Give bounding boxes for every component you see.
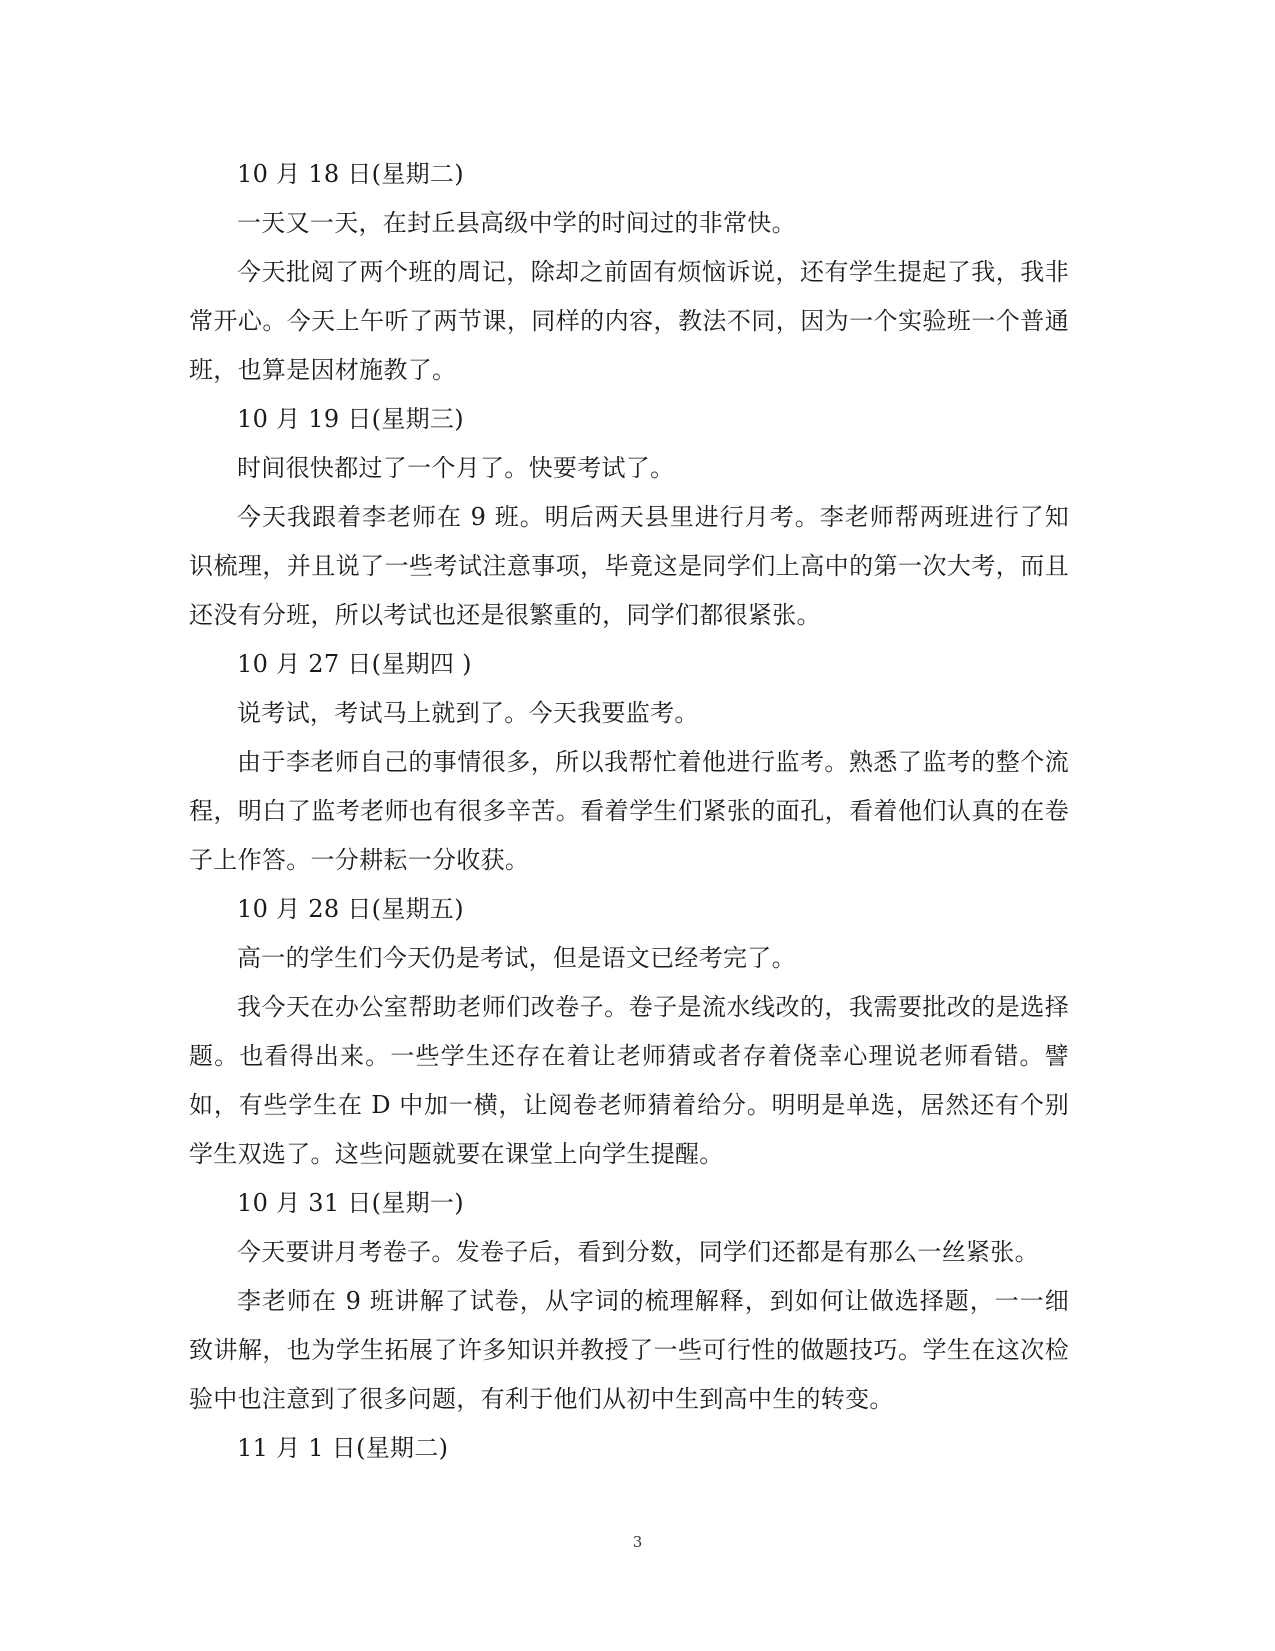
body-paragraph: 今天要讲月考卷子。发卷子后，看到分数，同学们还都是有那么一丝紧张。 bbox=[237, 1238, 1039, 1266]
date-heading: 10 月 27 日(星期四 ) bbox=[237, 650, 472, 678]
body-paragraph: 一天又一天，在封丘县高级中学的时间过的非常快。 bbox=[237, 209, 796, 237]
body-paragraph: 说考试，考试马上就到了。今天我要监考。 bbox=[237, 699, 699, 727]
date-heading: 10 月 18 日(星期二) bbox=[237, 160, 464, 188]
body-paragraph: 今天我跟着李老师在 9 班。明后两天县里进行月考。李老师帮两班进行了知识梳理，并且说了一些考试注意事项，毕竟这是同学们上高中的第一次大考，而且还没有分班，所以考试也还是很繁重的，同学们都很紧张。 bbox=[189, 503, 1069, 629]
date-heading: 11 月 1 日(星期二) bbox=[237, 1434, 449, 1462]
body-paragraph: 时间很快都过了一个月了。快要考试了。 bbox=[237, 454, 675, 482]
date-heading: 10 月 19 日(星期三) bbox=[237, 405, 464, 433]
body-paragraph: 高一的学生们今天仍是考试，但是语文已经考完了。 bbox=[237, 944, 796, 972]
body-paragraph: 李老师在 9 班讲解了试卷，从字词的梳理解释，到如何让做选择题，一一细致讲解，也为学生拓展了许多知识并教授了一些可行性的做题技巧。学生在这次检验中也注意到了很多问题，有利于他们从初中生到高中生的转变。 bbox=[189, 1287, 1069, 1413]
body-paragraph: 我今天在办公室帮助老师们改卷子。卷子是流水线改的，我需要批改的是选择题。也看得出来。一些学生还存在着让老师猜或者存着侥幸心理说老师看错。譬如，有些学生在 D 中加一横，让阅卷老师猜着给分。明明是单选，居然还有个别学生双选了。这些问题就要在课堂上向学生提醒。 bbox=[189, 993, 1069, 1168]
document-body bbox=[189, 150, 1069, 1473]
date-heading: 10 月 28 日(星期五) bbox=[237, 895, 464, 923]
body-paragraph: 由于李老师自己的事情很多，所以我帮忙着他进行监考。熟悉了监考的整个流程，明白了监考老师也有很多辛苦。看着学生们紧张的面孔，看着他们认真的在卷子上作答。一分耕耘一分收获。 bbox=[189, 748, 1069, 874]
date-heading: 10 月 31 日(星期一) bbox=[237, 1189, 464, 1217]
page-number: 3 bbox=[632, 1533, 643, 1551]
body-paragraph: 今天批阅了两个班的周记，除却之前固有烦恼诉说，还有学生提起了我，我非常开心。今天上午听了两节课，同样的内容，教法不同，因为一个实验班一个普通班，也算是因材施教了。 bbox=[189, 258, 1069, 384]
